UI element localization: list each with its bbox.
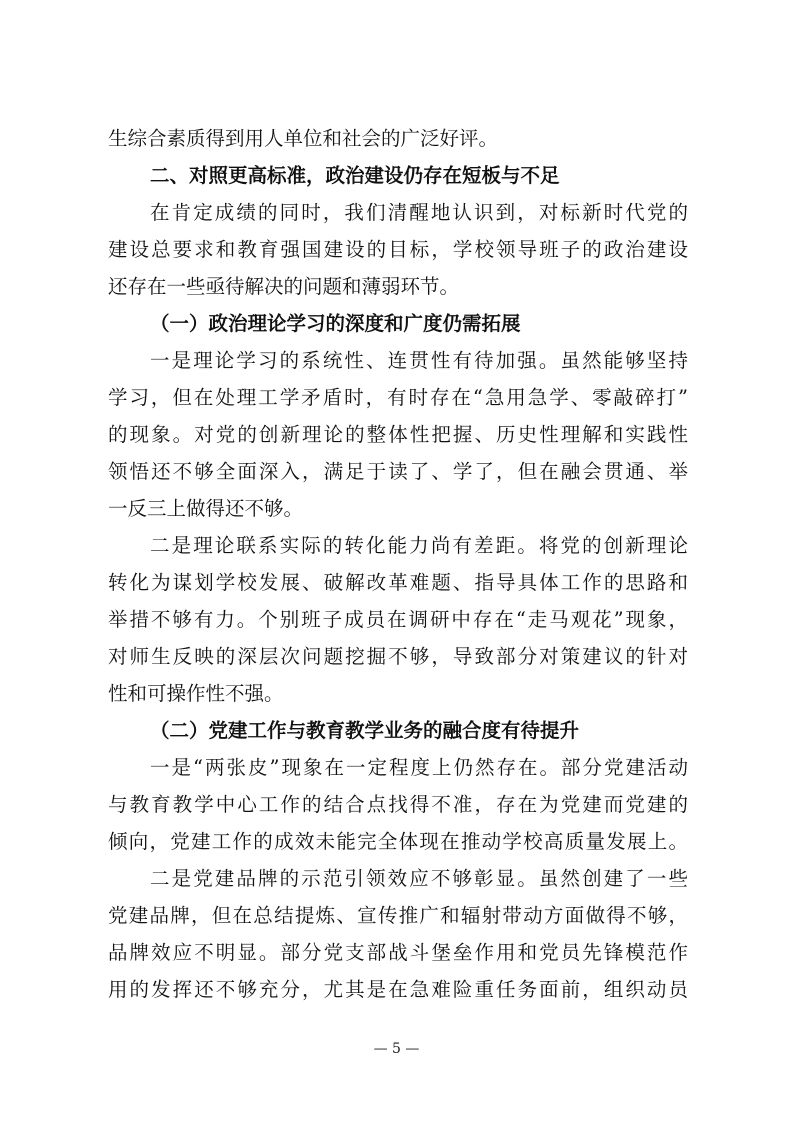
body-line: 一是“两张皮”现象在一定程度上仍然存在。部分党建活动 — [150, 756, 688, 779]
subsection-heading: （二）党建工作与教育教学业务的融合度有待提升 — [150, 719, 580, 742]
body-line: 二是党建品牌的示范引领效应不够彰显。虽然创建了一些 — [150, 867, 688, 890]
body-line: 生综合素质得到用人单位和社会的广泛好评。 — [108, 127, 499, 150]
body-line: 品牌效应不明显。部分党支部战斗堡垒作用和党员先锋模范作 — [108, 941, 688, 964]
body-line: 对师生反映的深层次问题挖掘不够，导致部分对策建议的针对 — [108, 645, 688, 668]
body-line: 倾向，党建工作的成效未能完全体现在推动学校高质量发展上。 — [108, 830, 688, 853]
subsection-heading: （一）政治理论学习的深度和广度仍需拓展 — [150, 312, 521, 335]
body-line: 一是理论学习的系统性、连贯性有待加强。虽然能够坚持 — [150, 349, 688, 372]
body-line: 学习，但在处理工学矛盾时，有时存在“急用急学、零敲碎打” — [108, 386, 688, 409]
body-line: 与教育教学中心工作的结合点找得不准，存在为党建而党建的 — [108, 793, 688, 816]
section-heading: 二、对照更高标准，政治建设仍存在短板与不足 — [150, 164, 560, 187]
body-line: 的现象。对党的创新理论的整体性把握、历史性理解和实践性 — [108, 423, 688, 446]
body-line: 一反三上做得还不够。 — [108, 497, 304, 520]
body-line: 用的发挥还不够充分，尤其是在急难险重任务面前，组织动员 — [108, 978, 688, 1001]
body-line: 还存在一些亟待解决的问题和薄弱环节。 — [108, 275, 460, 298]
body-line: 转化为谋划学校发展、破解改革难题、指导具体工作的思路和 — [108, 571, 688, 594]
body-line: 在肯定成绩的同时，我们清醒地认识到，对标新时代党的 — [150, 201, 688, 224]
body-line: 领悟还不够全面深入，满足于读了、学了，但在融会贯通、举 — [108, 460, 688, 483]
page-number: — 5 — — [373, 1041, 420, 1057]
body-line: 建设总要求和教育强国建设的目标，学校领导班子的政治建设 — [108, 238, 688, 261]
body-line: 二是理论联系实际的转化能力尚有差距。将党的创新理论 — [150, 534, 688, 557]
body-line: 举措不够有力。个别班子成员在调研中存在“走马观花”现象， — [108, 608, 688, 631]
body-line: 性和可操作性不强。 — [108, 682, 284, 705]
body-line: 党建品牌，但在总结提炼、宣传推广和辐射带动方面做得不够， — [108, 904, 688, 927]
